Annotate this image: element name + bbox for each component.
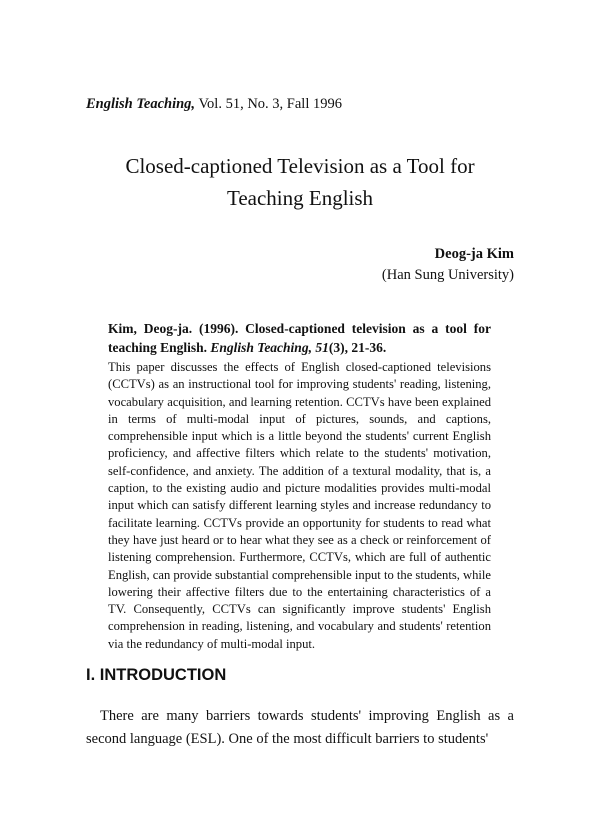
journal-header <box>86 96 342 113</box>
citation-text: Kim, Deog-ja. (1996). Closed-captioned television as a tool for teaching English. <box>108 321 491 355</box>
citation-issue-pages: (3), 21-36. <box>328 340 387 355</box>
author-name: Deog-ja Kim <box>434 246 514 262</box>
paper-title <box>0 150 600 214</box>
body-paragraph: There are many barriers towards students' improving English as a second language (ESL). One of the most difficult barriers to students' <box>86 708 514 747</box>
title-line-2: Teaching English <box>226 186 374 210</box>
citation-journal: English Teaching, 51 <box>210 340 329 355</box>
journal-name: English Teaching, <box>86 96 196 112</box>
volume-info: Vol. 51, No. 3, Fall 1996 <box>198 96 342 112</box>
author-affiliation: (Han Sung University) <box>381 267 514 283</box>
section-heading: I. INTRODUCTION <box>86 666 227 684</box>
title-line-1: Closed-captioned Television as a Tool for <box>125 154 475 178</box>
author-block <box>382 244 514 286</box>
citation <box>108 319 491 357</box>
abstract: This paper discusses the effects of English closed-captioned televisions (CCTVs) as an instructional tool for improving students' reading, listening, vocabulary acquisition, and learning retention. CCTVs have been explained in terms of multi-modal input of pictures, sounds, and captions, comprehensible input which is a little beyond the students' current English proficiency, and affective filters which relate to the students' motivation, self-confidence, and anxiety. The addition of a textural modality, that is, a caption, to the existing audio and picture modalities provides multi-modal input which can satisfy different learning styles and increase redundancy to facilitate learning. CCTVs provide an opportunity for students to read what they have just heard or to hear what they see as a check or reinforcement of listening comprehension. Furthermore, CCTVs, which are full of authentic English, can provide substantial comprehensible input to the students, while lowering their affective filters due to the entertaining characteristics of a TV. Consequently, CCTVs can significantly improve students' English comprehension in reading, listening, and vocabulary and students' retention via the redundancy of multi-modal input. <box>108 360 491 651</box>
